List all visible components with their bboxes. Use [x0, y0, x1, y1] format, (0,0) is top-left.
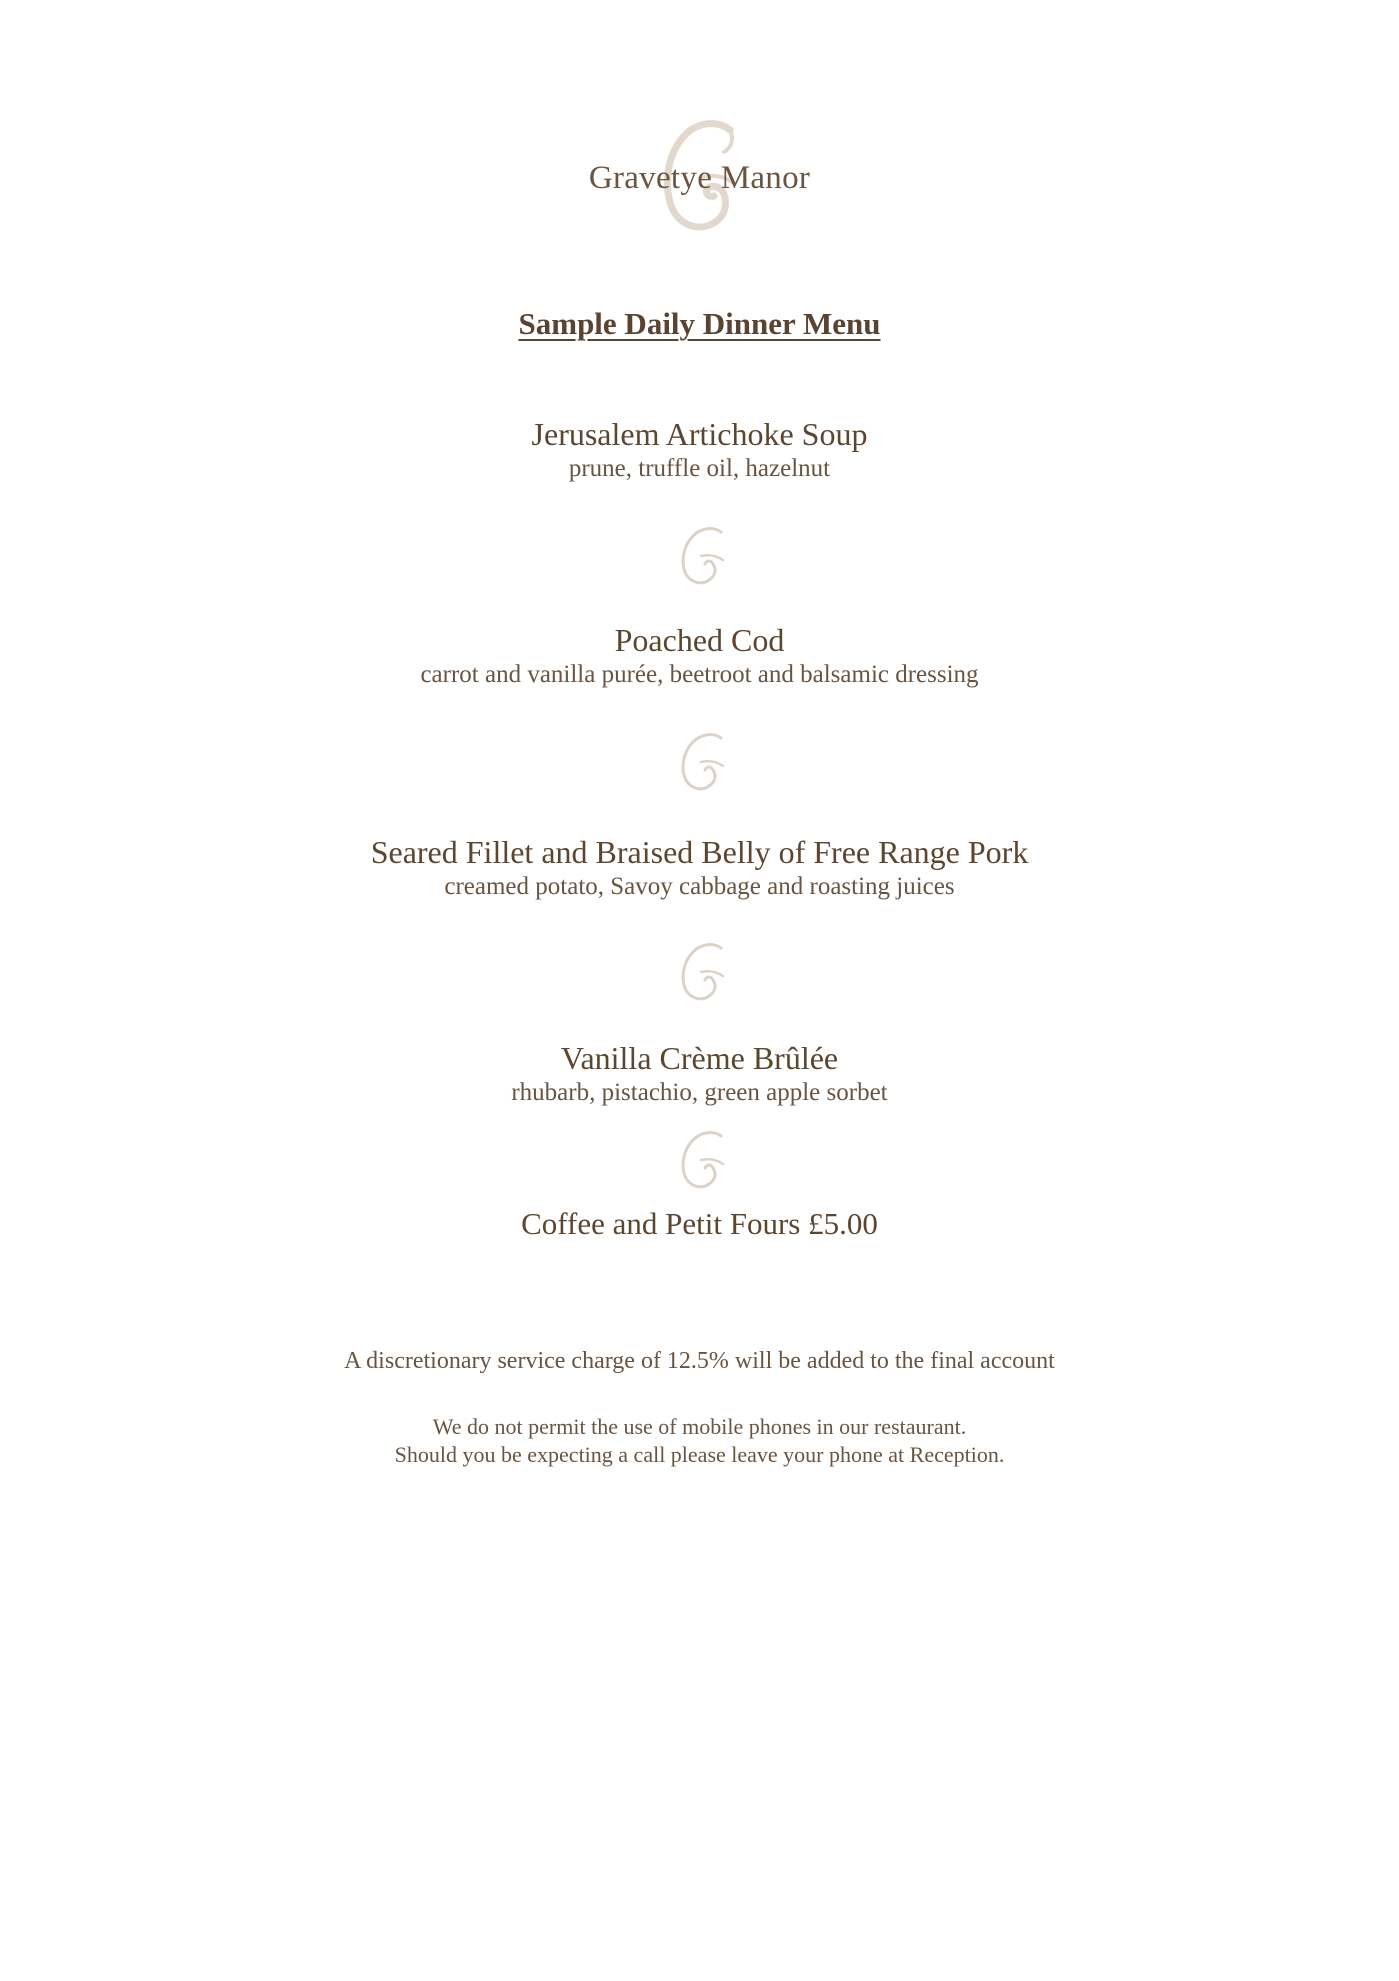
course-description: creamed potato, Savoy cabbage and roasting juices: [444, 873, 955, 900]
course-title: Jerusalem Artichoke Soup: [531, 416, 868, 452]
logo: [0, 118, 1399, 238]
course-title: Poached Cod: [614, 622, 785, 658]
g-monogram-divider-icon: [667, 524, 733, 588]
g-monogram-divider-icon: [667, 1128, 733, 1192]
coffee-line: Coffee and Petit Fours £5.00: [521, 1206, 878, 1241]
g-monogram-divider-icon: [667, 730, 733, 794]
course-description: carrot and vanilla purée, beetroot and balsamic dressing: [420, 661, 979, 688]
menu-heading: Sample Daily Dinner Menu: [518, 306, 881, 341]
g-monogram-divider-icon: [667, 940, 733, 1004]
course-title: Seared Fillet and Braised Belly of Free Range Pork: [370, 834, 1029, 870]
phone-notice-line2: Should you be expecting a call please leave your phone at Reception.: [394, 1442, 1005, 1467]
course-description: rhubarb, pistachio, green apple sorbet: [511, 1079, 888, 1106]
brand-name: Gravetye Manor: [588, 160, 811, 196]
course-description: prune, truffle oil, hazelnut: [568, 455, 831, 482]
course-title: Vanilla Crème Brûlée: [560, 1040, 839, 1076]
service-charge-note: A discretionary service charge of 12.5% will be added to the final account: [344, 1348, 1055, 1374]
phone-notice-line1: We do not permit the use of mobile phones in our restaurant.: [432, 1414, 967, 1439]
